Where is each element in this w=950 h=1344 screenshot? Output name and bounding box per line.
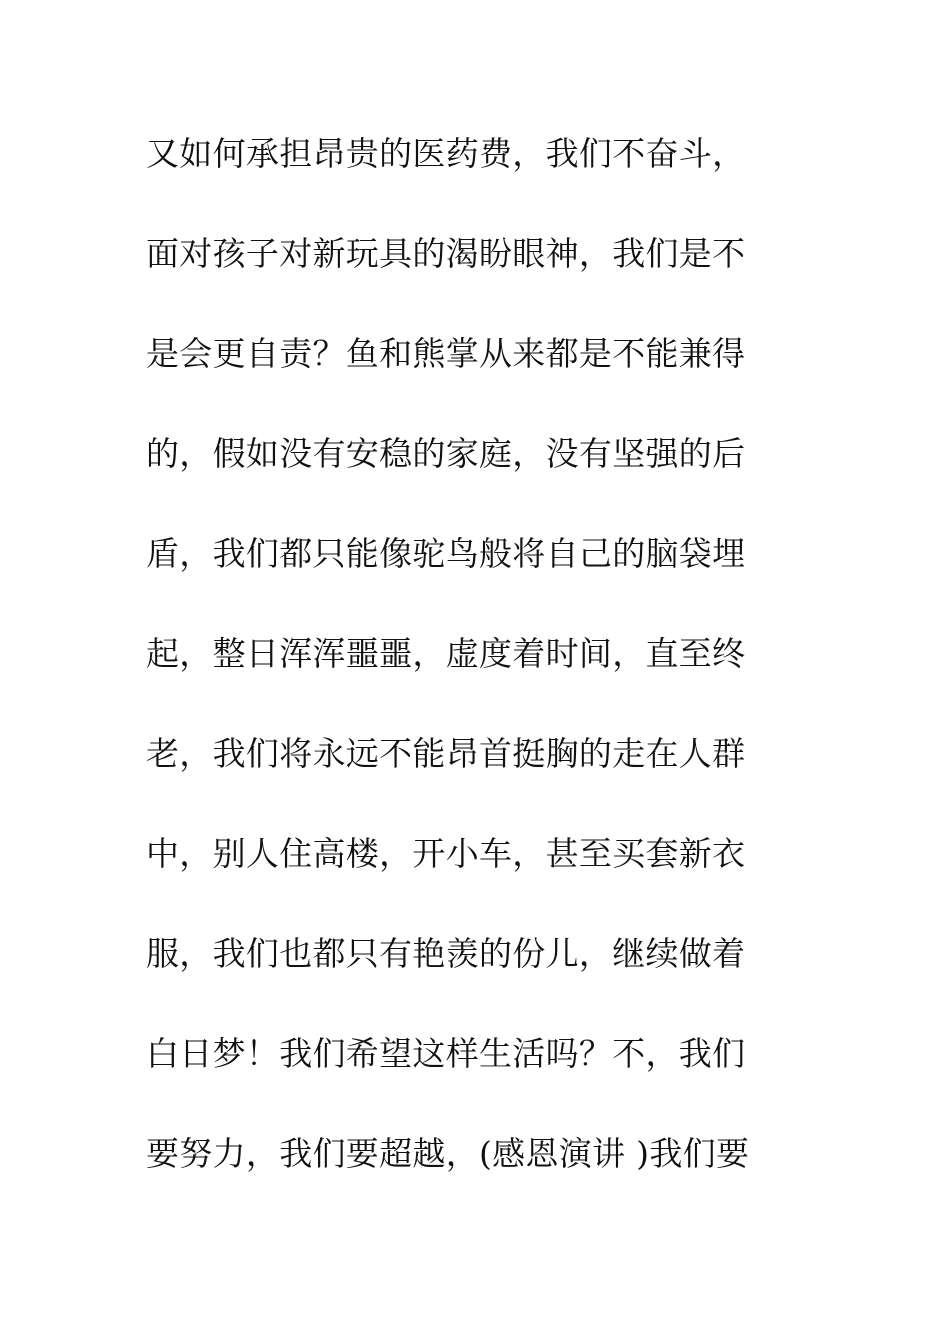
text-line: 服，我们也都只有艳羡的份儿，继续做着	[146, 934, 746, 973]
text-line: 面对孩子对新玩具的渴盼眼神，我们是不	[146, 234, 746, 273]
text-line: 的，假如没有安稳的家庭，没有坚强的后	[146, 434, 746, 473]
text-line: 起，整日浑浑噩噩，虚度着时间，直至终	[146, 634, 746, 673]
text-line: 盾，我们都只能像驼鸟般将自己的脑袋埋	[146, 534, 746, 573]
text-line: 又如何承担昂贵的医药费，我们不奋斗，	[146, 134, 746, 173]
text-line: 老，我们将永远不能昂首挺胸的走在人群	[146, 734, 746, 773]
text-line: 是会更自责？鱼和熊掌从来都是不能兼得	[146, 334, 746, 373]
body-text	[146, 122, 826, 1222]
text-line: 白日梦！我们希望这样生活吗？不，我们	[146, 1034, 746, 1073]
text-line: 要努力，我们要超越，(感恩演讲 )我们要	[146, 1134, 750, 1173]
text-line: 中，别人住高楼，开小车，甚至买套新衣	[146, 834, 746, 873]
